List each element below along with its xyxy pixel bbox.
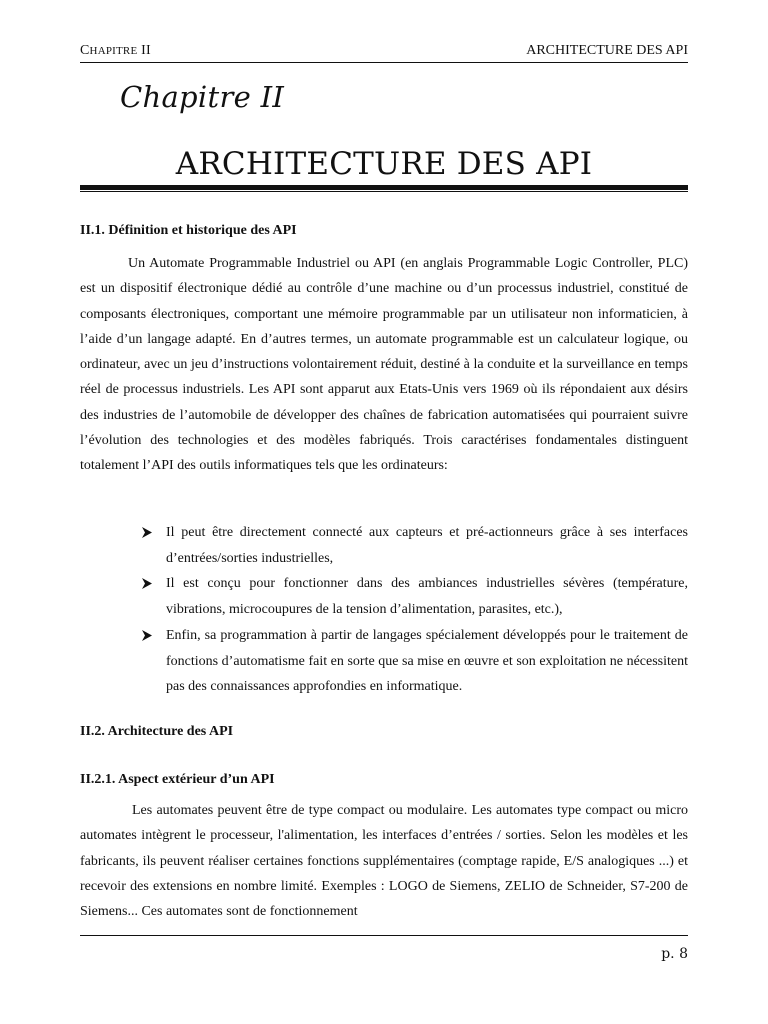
running-header-chapter: CHAPITRE II — [80, 43, 151, 58]
paragraph-definition: Un Automate Programmable Industriel ou API (en anglais Programmable Logic Controller, PLC) est un dispositif électronique dédié au contrôle d’une machine ou d’un processus industriel, constitué de composants électroniques, comportant une mémoire programmable par un utilisateur non informaticien, à l’aide d’un langage adapté. En d’autres termes, un automate programmable est un calculateur logique, ou ordinateur, avec un jeu d’instructions volontairement réduit, destiné à la conduite et la surveillance en temps réel de processus industriels. Les API sont apparut aux Etats-Unis vers 1969 où ils répondaient aux désirs des industries de l’automobile de développer des chaînes de fabrication automatisées qui pourraient suivre l’évolution des technologies et des modèles fabriqués. Trois caractérises fondamentales distinguent totalement l’API des outils informatiques tels que les ordinateurs: — [80, 256, 688, 474]
list-item: Il peut être directement connecté aux capteurs et pré-actionneurs grâce à ses interfaces d’entrées/sorties industrielles, — [80, 520, 688, 571]
title-divider-thick — [80, 185, 688, 190]
chapter-label: Chapitre II — [120, 80, 285, 114]
header-divider — [80, 62, 688, 63]
page-number: p. 8 — [661, 946, 688, 962]
title-divider-thin — [80, 191, 688, 192]
section-heading-ii-1: II.1. Définition et historique des API — [80, 223, 297, 238]
running-header — [80, 41, 688, 61]
list-item: Il est conçu pour fonctionner dans des ambiances industrielles sévères (température, vibrations, microcoupures de la tension d’alimentation, parasites, etc.), — [80, 571, 688, 622]
section-heading-ii-2-1: II.2.1. Aspect extérieur d’un API — [80, 772, 275, 787]
footer-divider — [80, 935, 688, 936]
running-header-title: ARCHITECTURE DES API — [526, 43, 688, 58]
paragraph-external-aspect: Les automates peuvent être de type compact ou modulaire. Les automates type compact ou micro automates intègrent le processeur, l'alimentation, les interfaces d’entrées / sorties. Selon les modèles et les fabricants, ils peuvent réaliser certaines fonctions supplémentaires (comptage rapide, E/S analogiques ...) et recevoir des extensions en nombre limité. Exemples : LOGO de Siemens, ZELIO de Schneider, S7-200 de Siemens... Ces automates sont de fonctionnement — [80, 803, 688, 920]
chapter-title: ARCHITECTURE DES API — [175, 146, 593, 182]
list-item: Enfin, sa programmation à partir de langages spécialement développés pour le traitement de fonctions d’automatisme fait en sorte que sa mise en œuvre et son exploitation ne nécessitent pas des connaissances approfondies en informatique. — [80, 623, 688, 700]
arrowhead-bullet-icon — [140, 571, 154, 596]
arrowhead-bullet-icon — [140, 520, 154, 545]
arrowhead-bullet-icon — [140, 623, 154, 648]
section-heading-ii-2: II.2. Architecture des API — [80, 724, 234, 739]
characteristics-list — [80, 520, 688, 700]
